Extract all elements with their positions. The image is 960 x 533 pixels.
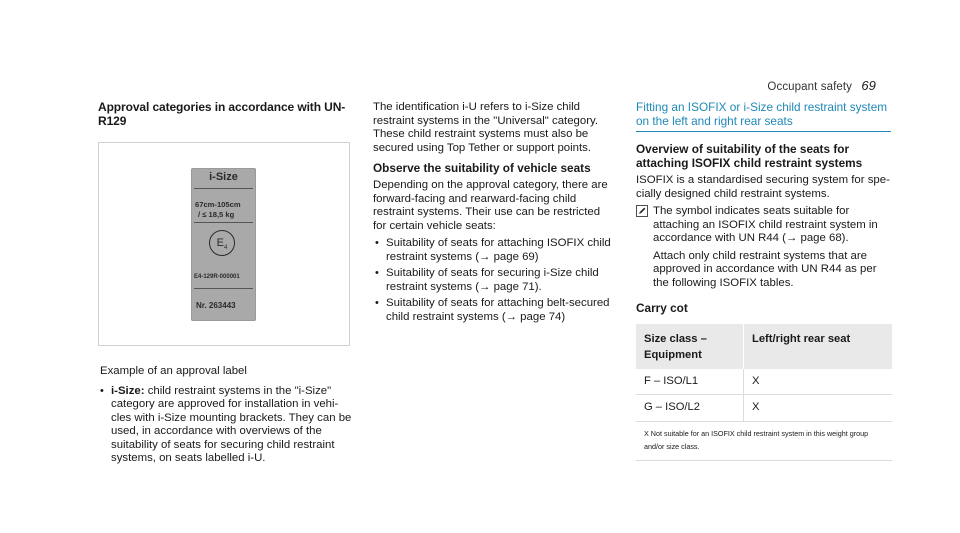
middle-column — [373, 101, 613, 327]
table-header-row — [636, 324, 892, 369]
label-serial-number: Nr. 263443 — [196, 301, 236, 310]
i-u-intro-paragraph: The identification i-U refers to i-Size child restraint systems in the "Universal" category. These child restraint systems must also be secured using Top Tether or support points. — [373, 101, 599, 154]
isofix-body: ISOFIX is a standardised securing system for specially designed child restraint systems. — [636, 174, 890, 200]
running-head — [767, 78, 876, 93]
table-cell: X — [744, 395, 893, 422]
right-column — [636, 101, 891, 461]
table-row — [636, 369, 892, 395]
label-weight: / ≤ 18,5 kg — [198, 210, 235, 219]
table-cell: G – ISO/L2 — [636, 395, 744, 422]
label-size: 67cm-105cm — [195, 200, 241, 209]
isofix-table — [636, 324, 892, 461]
seat-suitability-body: Depending on the approval category, there are forward-facing and rearward-facing child restraint systems. Their use can be restricted for certain vehicle seats: — [373, 179, 608, 232]
column-header-size-class: Size class – Equipment — [636, 324, 744, 369]
table-row — [636, 395, 892, 422]
e-mark-number: 4 — [224, 245, 228, 252]
e-mark-letter: E — [216, 237, 224, 249]
label-approval-number: E4-129R-000001 — [194, 274, 240, 280]
label-divider — [194, 288, 253, 289]
i-size-label-image — [191, 168, 256, 321]
table-title: Carry cot — [636, 301, 688, 315]
suitability-bullets — [373, 237, 613, 324]
note-paragraph: The symbol indicates seats suitable for attaching an ISOFIX child restraint system in accordance with UN R44 (→ page 68). — [653, 205, 878, 244]
page-number: 69 — [861, 78, 876, 93]
label-divider — [194, 188, 253, 189]
figure-caption: Example of an approval label — [100, 365, 247, 377]
table-cell: X — [744, 369, 893, 395]
isofix-overview-heading: Overview of suitability of the seats for attaching ISOFIX child restraint systems — [636, 142, 863, 170]
column-header-seat: Left/right rear seat — [744, 324, 893, 369]
seat-suitability-heading: Observe the suitability of vehicle seats — [373, 161, 591, 175]
table-cell: F – ISO/L1 — [636, 369, 744, 395]
list-item: • Suitability of seats for securing i-Size child restraint systems (→ page 71). — [373, 267, 613, 294]
list-item: • Suitability of seats for attaching belt-secured child restraint systems (→ page 74) — [373, 297, 613, 324]
note-block — [636, 205, 891, 290]
label-divider — [194, 222, 253, 223]
label-title: i-Size — [209, 171, 238, 183]
approval-categories-heading: Approval categories in accordance with UN-R129 — [98, 100, 346, 128]
bullet-term: i-Size: — [111, 384, 145, 397]
fitting-isofix-heading: Fitting an ISOFIX or i-Size child restraint system on the left and right rear seats — [636, 101, 891, 132]
table-footnote: X Not suitable for an ISOFIX child restraint system in this weight group and/or size class. — [636, 421, 892, 460]
bullet-text: child restraint systems in the "i-Size" category are approved for installation in vehicles with i-Size mounting brackets. They can be used, in accordance with overviews of the suitability of seats for securing child restraint systems, on seats labelled i-U. — [111, 384, 352, 464]
section-title: Occupant safety — [767, 81, 853, 93]
list-item: • Suitability of seats for attaching ISOFIX child restraint systems (→ page 69) — [373, 237, 613, 264]
e-mark-circle — [209, 230, 235, 256]
table-footnote-row — [636, 421, 892, 460]
approval-label-figure — [98, 142, 350, 346]
pencil-note-icon — [636, 205, 648, 217]
note-paragraph: Attach only child restraint systems that are approved in accordance with UN R44 as per the following ISOFIX tables. — [653, 249, 877, 289]
approval-bullets — [98, 385, 354, 466]
list-item — [98, 385, 354, 466]
left-column — [98, 101, 354, 469]
